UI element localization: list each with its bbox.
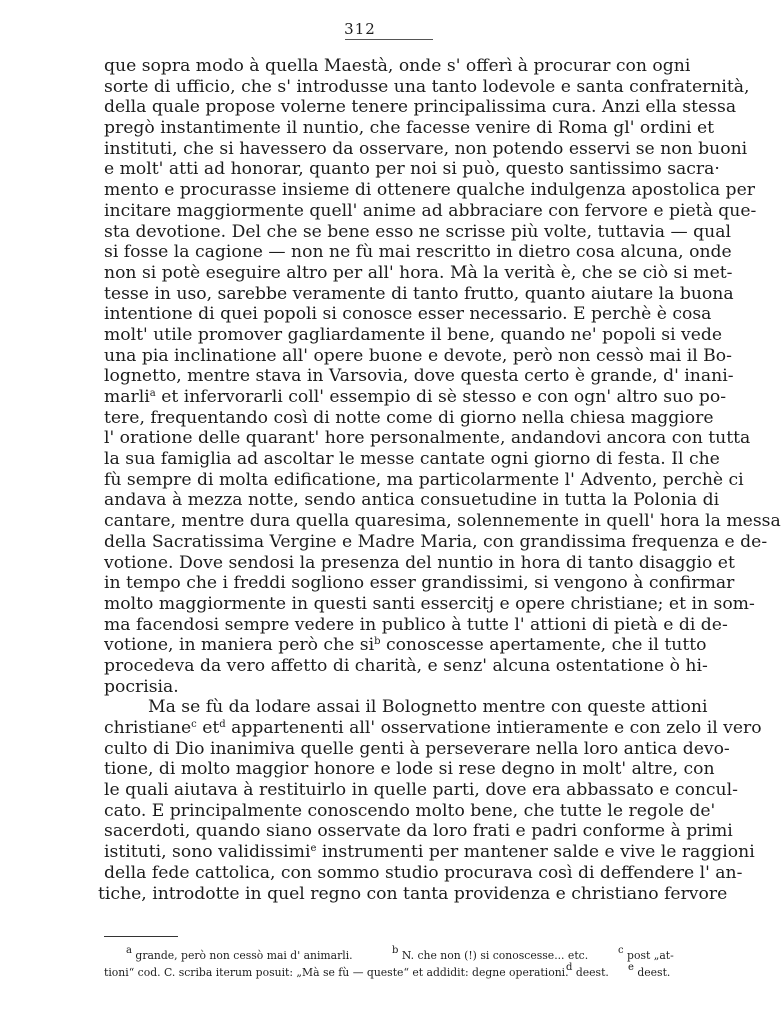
footnote-marker-e: e — [310, 843, 317, 855]
footnote-a-mark: a — [126, 945, 132, 956]
text-line: ma facendosi sempre vedere in publico à tutte l' attioni di pietà e di de- — [104, 614, 728, 635]
text-line: della Sacratissima Vergine e Madre Maria, con grandissima frequenza e de- — [104, 531, 768, 552]
text-line: Ma se fù da lodare assai il Bolognetto mentre con queste attioni — [148, 697, 708, 718]
text-segment: marli — [104, 387, 150, 407]
footnote-b — [356, 947, 618, 964]
text-line: tere, frequentando così di notte come di giorno nella chiesa maggiore — [104, 407, 714, 428]
text-line: tesse in uso, sarebbe veramente di tanto frutto, quanto aiutare la buona — [104, 283, 734, 304]
text-line: lognetto, mentre stava in Varsovia, dove questa certo è grande, d' inani- — [104, 366, 734, 387]
text-segment: christiane — [104, 718, 192, 738]
text-line: andava à mezza notte, sendo antica consuetudine in tutta la Polonia di — [104, 490, 720, 511]
text-line: la sua famiglia ad ascoltar le messe cantate ogni giorno di festa. Il che — [104, 449, 720, 470]
text-line: procedeva da vero affetto di charità, e senz' alcuna ostentatione ò hi- — [104, 655, 708, 676]
text-line: sacerdoti, quando siano osservate da loro frati e padri conforme à primi — [104, 821, 733, 842]
text-segment: et — [202, 718, 220, 738]
footnote-c — [618, 947, 674, 964]
text-line: sorte di ufficio, che s' introdusse una tanto lodevole e santa confraternità, — [104, 76, 750, 97]
text-line: della quale propose volerne tenere principalissima cura. Anzi ella stessa — [104, 97, 737, 118]
text-line: que sopra modo à quella Maestà, onde s' offerì à procurar con ogni — [104, 56, 691, 76]
page-number-rule — [345, 39, 433, 40]
text-line: tiche, introdotte in quel regno con tanta providenza e christiano fervore — [98, 883, 728, 904]
footnote-separator — [104, 936, 178, 937]
text-line — [104, 842, 755, 863]
text-line: pregò instantimente il nuntio, che facesse venire di Roma gl' ordini et — [104, 118, 715, 139]
text-line: intentione di quei popoli si conosce esser necessario. E perchè è cosa — [104, 304, 712, 325]
text-line: molt' utile promover gagliardamente il bene, quando ne' popoli si vede — [104, 324, 723, 345]
text-line: mento e procurasse insieme di ottenere qualche indulgenza apostolica per — [104, 180, 755, 201]
text-line: sta devotione. Del che se bene esso ne scrisse più volte, tuttavia — qual — [104, 221, 731, 242]
text-segment: et infervorarli coll' essempio di sè stesso e con ogn' altro suo po- — [161, 387, 727, 407]
text-line: tione, di molto maggior honore e lode si rese degno in molt' altre, con — [104, 759, 715, 780]
text-line: pocrisia. — [104, 676, 179, 697]
text-segment: appartenenti all' osservatione intieramente e con zelo il vero — [231, 718, 762, 738]
footnote-d-mark: d — [566, 962, 573, 973]
text-line: cantare, mentre dura quella quaresima, solennemente in quell' hora la messa — [104, 511, 781, 532]
text-line: in tempo che i freddi sogliono esser grandissimi, si vengono à confirmar — [104, 573, 735, 594]
text-line: della fede cattolica, con sommo studio procurava così di deffendere l' an- — [104, 862, 743, 883]
footnote-marker-c: c — [191, 719, 197, 730]
footnote-a — [104, 947, 356, 964]
text-line: una pia inclinatione all' opere buone e devote, però non cessò mai il Bo- — [104, 345, 732, 366]
text-line — [104, 635, 707, 656]
text-line: incitare maggiormente quell' anime ad abbraciare con fervore e pietà que- — [104, 200, 757, 221]
text-line: l' oratione delle quarant' hore personalmente, andandovi ancora con tutta — [104, 428, 751, 449]
footnotes — [104, 947, 682, 981]
text-segment: instrumenti per mantener salde e vive le raggioni — [321, 842, 755, 863]
text-line: si fosse la cagione — non ne fù mai rescritto in dietro cosa alcuna, onde — [104, 242, 732, 263]
footnote-e — [628, 964, 670, 981]
footnote-b-text: N. che non (!) si conoscesse... etc. — [401, 949, 589, 962]
footnote-d — [558, 964, 628, 981]
text-line: le quali aiutava à restituirlo in quelle parti, dove era abbassato e concul- — [104, 780, 738, 801]
text-line — [104, 718, 762, 739]
footnote-b-mark: b — [392, 945, 399, 956]
footnote-e-text: deest. — [637, 966, 671, 979]
text-line: e molt' atti ad honorar, quanto per noi si può, questo santissimo sacra· — [104, 159, 720, 180]
text-line: instituti, che si havessero da osservare, non potendo esservi se non buoni — [104, 138, 748, 159]
footnote-c-text: post „at- — [627, 949, 674, 962]
body-text — [98, 56, 781, 904]
text-line: molto maggiormente in questi santi essercitj e opere christiane; et in som- — [104, 593, 755, 614]
text-line: cato. E principalmente conoscendo molto bene, che tutte le regole de' — [104, 800, 716, 821]
footnote-marker-d: d — [219, 719, 226, 730]
footnote-marker-b: b — [374, 636, 381, 648]
text-segment: istituti, sono validissimi — [104, 842, 311, 863]
page-number: 312 — [344, 20, 376, 38]
text-line: fù sempre di molta edificatione, ma particolarmente l' Advento, perchè ci — [104, 469, 744, 490]
footnote-e-mark: e — [628, 962, 634, 973]
text-segment: votione, in maniera però che si — [104, 635, 375, 656]
footnote-a-text: grande, però non cessò mai d' animarli. — [135, 949, 353, 962]
footnote-c-continued: tioni“ cod. C. scriba iterum posuit: „Mà se fù — queste“ et addidit: degne operationi. — [104, 966, 569, 979]
footnote-marker-a: a — [149, 388, 156, 399]
text-line — [104, 387, 727, 408]
footnote-line — [104, 964, 682, 981]
text-line: non si potè eseguire altro per all' hora. Mà la verità è, che se ciò si met- — [104, 262, 733, 283]
footnote-d-text: deest. — [575, 966, 609, 979]
footnote-line — [104, 947, 682, 964]
footnote-c-mark: c — [618, 945, 624, 956]
text-segment: conoscesse apertamente, che il tutto — [385, 635, 707, 656]
text-line: culto di Dio inanimiva quelle genti à perseverare nella loro antica devo- — [104, 738, 730, 759]
text-line: votione. Dove sendosi la presenza del nuntio in hora di tanto disaggio et — [104, 552, 735, 573]
